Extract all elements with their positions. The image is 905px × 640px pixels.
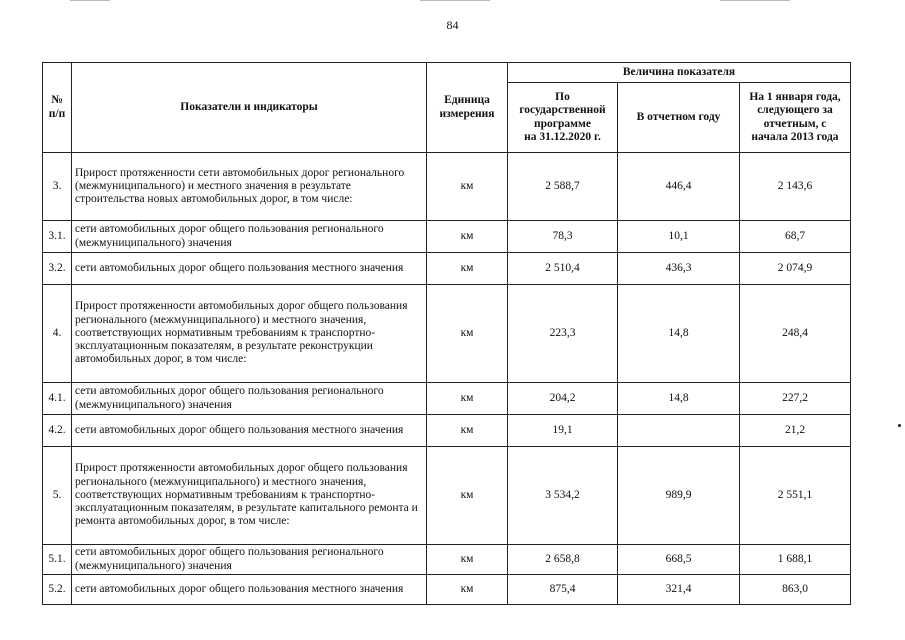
header-cumulative: На 1 января года, следующего за отчетным, с начала 2013 года (740, 83, 851, 153)
table-row (43, 447, 851, 545)
row-unit: км (427, 153, 508, 221)
table-row (43, 253, 851, 285)
row-unit: км (427, 285, 508, 383)
row-reporting: 436,3 (618, 253, 740, 285)
header-program: По государственной программе на 31.12.2020 г. (508, 83, 618, 153)
row-indicator: Прирост протяженности автомобильных дорог общего пользования регионального (межмуниципального) и местного значения, соответствующих нормативным требованиям к транспортно-эксплуатационным показателям, в результате реконструкции автомобильных дорог, в том числе: (72, 285, 427, 383)
row-reporting (618, 415, 740, 447)
row-num: 4.1. (43, 383, 72, 415)
row-cumulative: 2 074,9 (740, 253, 851, 285)
row-unit: км (427, 575, 508, 605)
row-indicator: Прирост протяженности сети автомобильных дорог регионального (межмуниципального) и местного значения в результате строительства новых автомобильных дорог, в том числе: (72, 153, 427, 221)
table-row (43, 285, 851, 383)
row-reporting: 321,4 (618, 575, 740, 605)
row-num: 5.2. (43, 575, 72, 605)
row-num: 4. (43, 285, 72, 383)
row-indicator: сети автомобильных дорог общего пользования регионального (межмуниципального) значения (72, 383, 427, 415)
row-unit: км (427, 253, 508, 285)
header-unit: Единица измерения (427, 63, 508, 153)
row-reporting: 14,8 (618, 285, 740, 383)
row-unit: км (427, 447, 508, 545)
row-num: 5.1. (43, 545, 72, 575)
row-indicator: сети автомобильных дорог общего пользования регионального (межмуниципального) значения (72, 545, 427, 575)
scan-edge-mark (420, 0, 490, 1)
row-cumulative: 863,0 (740, 575, 851, 605)
row-unit: км (427, 415, 508, 447)
row-program: 19,1 (508, 415, 618, 447)
row-indicator: сети автомобильных дорог общего пользования местного значения (72, 253, 427, 285)
row-num: 4.2. (43, 415, 72, 447)
table-row (43, 575, 851, 605)
row-reporting: 668,5 (618, 545, 740, 575)
row-program: 3 534,2 (508, 447, 618, 545)
row-cumulative: 227,2 (740, 383, 851, 415)
table-row (43, 545, 851, 575)
table-row (43, 415, 851, 447)
row-num: 5. (43, 447, 72, 545)
row-num: 3.2. (43, 253, 72, 285)
header-reporting: В отчетном году (618, 83, 740, 153)
scan-speck (898, 424, 901, 427)
row-program: 2 588,7 (508, 153, 618, 221)
page-number: 84 (446, 18, 459, 32)
scan-edge-mark (70, 0, 110, 1)
row-cumulative: 2 551,1 (740, 447, 851, 545)
row-cumulative: 1 688,1 (740, 545, 851, 575)
header-indicator: Показатели и индикаторы (72, 63, 427, 153)
row-cumulative: 248,4 (740, 285, 851, 383)
header-num: № п/п (43, 63, 72, 153)
row-cumulative: 2 143,6 (740, 153, 851, 221)
row-reporting: 10,1 (618, 221, 740, 253)
row-unit: км (427, 383, 508, 415)
row-program: 223,3 (508, 285, 618, 383)
row-program: 875,4 (508, 575, 618, 605)
row-program: 2 658,8 (508, 545, 618, 575)
row-program: 78,3 (508, 221, 618, 253)
row-num: 3.1. (43, 221, 72, 253)
row-indicator: сети автомобильных дорог общего пользования местного значения (72, 575, 427, 605)
row-reporting: 446,4 (618, 153, 740, 221)
scan-edge-mark (720, 0, 790, 1)
row-program: 204,2 (508, 383, 618, 415)
row-indicator: сети автомобильных дорог общего пользования местного значения (72, 415, 427, 447)
row-unit: км (427, 545, 508, 575)
table-row (43, 221, 851, 253)
row-indicator: Прирост протяженности автомобильных дорог общего пользования регионального (межмуниципального) и местного значения, соответствующих нормативным требованиям к транспортно-эксплуатационным показателям, в результате капитального ремонта и ремонта автомобильных дорог, в том числе: (72, 447, 427, 545)
row-program: 2 510,4 (508, 253, 618, 285)
table-row (43, 153, 851, 221)
row-cumulative: 21,2 (740, 415, 851, 447)
header-value-group: Величина показателя (508, 63, 851, 83)
row-num: 3. (43, 153, 72, 221)
row-reporting: 989,9 (618, 447, 740, 545)
row-cumulative: 68,7 (740, 221, 851, 253)
row-reporting: 14,8 (618, 383, 740, 415)
indicators-table (42, 62, 851, 605)
row-unit: км (427, 221, 508, 253)
row-indicator: сети автомобильных дорог общего пользования регионального (межмуниципального) значения (72, 221, 427, 253)
table-row (43, 383, 851, 415)
